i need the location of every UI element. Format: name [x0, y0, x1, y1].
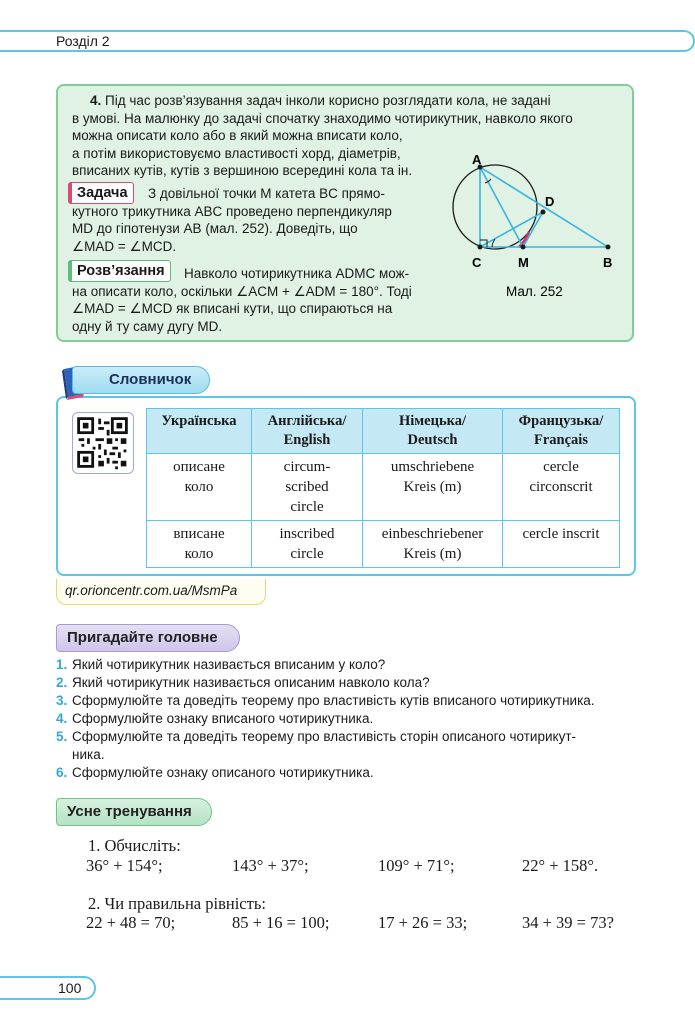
- solution-line: на описати коло, оскільки ∠ACM + ∠ADM = 180°. Тоді: [72, 283, 412, 299]
- page-number: 100: [58, 980, 82, 996]
- table-cell: вписане коло: [147, 521, 252, 568]
- list-item: 2. Який чотирикутник називається описаним навколо кола?: [56, 675, 430, 690]
- point-label-d: D: [545, 194, 555, 209]
- point-label-b: B: [603, 255, 613, 270]
- list-item: 4. Сформулюйте ознаку вписаного чотирикутника.: [56, 711, 374, 726]
- qr-code[interactable]: [72, 412, 134, 474]
- exercise-1-title: 1. Обчисліть:: [88, 836, 181, 855]
- table-header-cell: Англійська/ English: [252, 409, 363, 454]
- qr-icon: [73, 413, 132, 472]
- table-cell: circum- scribed circle: [252, 454, 363, 521]
- solution-text: [72, 265, 440, 335]
- footer-bar: [0, 976, 96, 1000]
- exercise-1-item: 109° + 71°;: [378, 856, 455, 875]
- point-label-m: M: [518, 255, 529, 270]
- exercise-2-item: 85 + 16 = 100;: [232, 913, 330, 932]
- task-label: Задача: [68, 182, 134, 204]
- list-item: 3. Сформулюйте та доведіть теорему про властивість кутів вписаного чотирикутника.: [56, 693, 595, 708]
- table-header-cell: Німецька/ Deutsch: [363, 409, 503, 454]
- solution-line: одну й ту саму дугу MD.: [72, 318, 223, 334]
- list-item: 5. Сформулюйте та доведіть теорему про властивість сторін описаного чотирикут- ника.: [56, 729, 577, 762]
- table-cell: описане коло: [147, 454, 252, 521]
- exercise-2-item: 34 + 39 = 73?: [522, 913, 614, 932]
- dictionary-tab: Словничок: [72, 366, 210, 394]
- intro-line: вписаних кутів, кутів з вершиною всередині кола та ін.: [72, 163, 413, 178]
- intro-line: Під час розв’язування задач інколи корисно розглядати кола, не задані: [105, 93, 551, 108]
- table-header-row: [147, 409, 620, 454]
- table-header-cell: Французька/ Français: [503, 409, 620, 454]
- exercise-2-item: 22 + 48 = 70;: [86, 913, 176, 932]
- task-line: ∠MAD = ∠MCD.: [72, 238, 177, 254]
- exercise-1-item: 143° + 37°;: [232, 856, 309, 875]
- solution-line: Навколо чотирикутника ADMC мож-: [184, 266, 410, 281]
- recall-list: [56, 656, 646, 782]
- point-label-a: A: [472, 152, 482, 167]
- geometry-figure: [448, 152, 624, 302]
- intro-line: в умові. На малюнку до задачі спочатку знаходимо чотирикутник, навколо якого: [72, 110, 573, 126]
- table-cell: cercle circonscrit: [503, 454, 620, 521]
- table-row: [147, 521, 620, 568]
- exercise-2-title: 2. Чи правильна рівність:: [88, 894, 266, 913]
- intro-line: можна описати коло або в який можна вписати коло,: [72, 128, 403, 143]
- table-cell: einbeschriebener Kreis (m): [363, 521, 503, 568]
- dictionary-table: [146, 408, 620, 568]
- task-text: [72, 185, 440, 255]
- list-item: 1. Який чотирикутник називається вписаним у коло?: [56, 657, 386, 672]
- exercise-1-item: 36° + 154°;: [86, 856, 163, 875]
- figure-caption: Мал. 252: [506, 284, 563, 299]
- recall-tab: Пригадайте головне: [56, 624, 240, 652]
- table-cell: umschriebene Kreis (m): [363, 454, 503, 521]
- point-label-c: C: [472, 255, 482, 270]
- section-title: Розділ 2: [56, 33, 110, 49]
- intro-number: 4.: [90, 93, 102, 108]
- task-line: З довільної точки M катета BC прямо-: [148, 186, 385, 201]
- solution-label: Розв’язання: [68, 260, 171, 282]
- exercise-2-item: 17 + 26 = 33;: [378, 913, 468, 932]
- table-header-cell: Українська: [147, 409, 252, 454]
- task-line: MD до гіпотенузи AB (мал. 252). Доведіть, що: [72, 221, 358, 236]
- table-cell: cercle inscrit: [503, 521, 620, 568]
- exercise-1-item: 22° + 158°.: [522, 856, 599, 875]
- solution-line: ∠MAD = ∠MCD як вписані кути, що спираються на: [72, 301, 393, 316]
- oral-training-tab: Усне тренування: [56, 798, 212, 826]
- list-item: 6. Сформулюйте ознаку описаного чотирикутника.: [56, 765, 374, 780]
- task-line: кутного трикутника ABC проведено перпендикуляр: [72, 203, 392, 219]
- table-row: [147, 454, 620, 521]
- table-cell: inscribed circle: [252, 521, 363, 568]
- intro-line: а потім використовуємо властивості хорд, діаметрів,: [72, 145, 401, 161]
- qr-url[interactable]: qr.orioncentr.com.ua/MsmPa: [56, 579, 266, 605]
